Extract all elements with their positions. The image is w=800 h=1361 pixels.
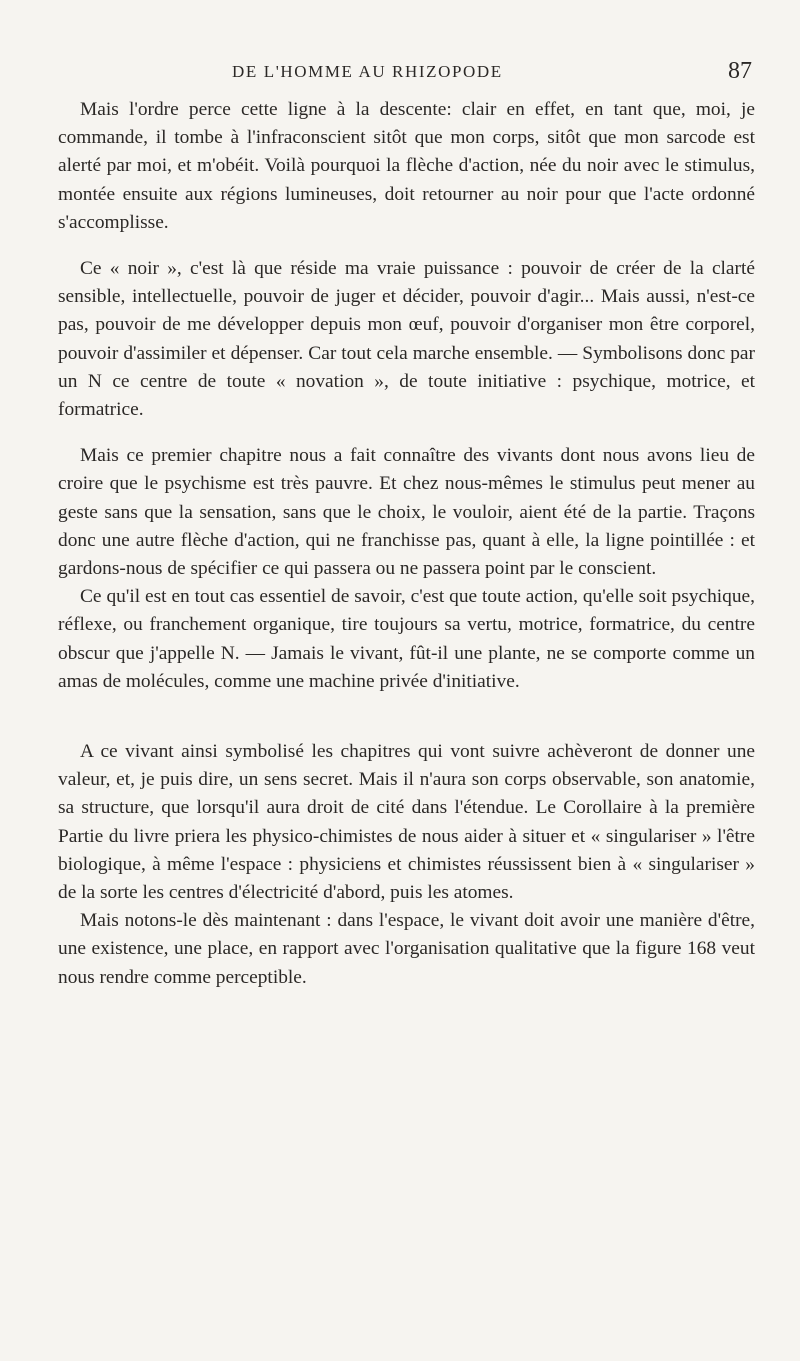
page-header [0, 58, 800, 88]
paragraph: A ce vivant ainsi symbolisé les chapitres qui vont suivre achèveront de donner une valeur, et, je puis dire, un sens secret. Mais il n'aura son corps observable, son anatomie, sa structure, que lorsqu'il aura droit de cité dans l'étendue. Le Corollaire à la première Partie du livre priera les physico-chimistes de nous aider à situer et « singulariser » l'être biologique, à même l'espace : physiciens et chimistes réussissent bien à « singulariser » de la sorte les centres d'électricité d'abord, puis les atomes. [58, 741, 755, 904]
body-text [58, 96, 755, 992]
paragraph: Mais ce premier chapitre nous a fait connaître des vivants dont nous avons lieu de croire que le psychisme est très pauvre. Et chez nous-mêmes le stimulus peut mener au geste sans que la sensation, sans que le choix, le vouloir, aient été de la partie. Traçons donc une autre flèche d'action, qui ne franchisse pas, quant à elle, la ligne pointillée : et gardons-nous de spécifier ce qui passera ou ne passera point par le conscient. [58, 445, 755, 580]
paragraph: Mais l'ordre perce cette ligne à la descente: clair en effet, en tant que, moi, je commande, il tombe à l'infraconscient sitôt que mon corps, sitôt que mon sarcode est alerté par moi, et m'obéit. Voilà pourquoi la flèche d'action, née du noir avec le stimulus, montée ensuite aux régions lumineuses, doit retourner au noir pour que l'acte ordonné s'accomplisse. [58, 99, 755, 233]
paragraph: Ce qu'il est en tout cas essentiel de savoir, c'est que toute action, qu'elle soit psychique, réflexe, ou franchement organique, tire toujours sa vertu, motrice, formatrice, du centre obscur que j'appelle N. — Jamais le vivant, fût-il une plante, ne se comporte comme un amas de molécules, comme une machine privée d'initiative. [58, 586, 755, 692]
running-title: DE L'HOMME AU RHIZOPODE [232, 62, 503, 81]
paragraph: Ce « noir », c'est là que réside ma vraie puissance : pouvoir de créer de la clarté sensible, intellectuelle, pouvoir de juger et décider, pouvoir d'agir... Mais aussi, n'est-ce pas, pouvoir de me développer depuis mon œuf, pouvoir d'organiser mon être corporel, pouvoir d'assimiler et dépenser. Car tout cela marche ensemble. — Symbolisons donc par un N ce centre de toute « novation », de toute initiative : psychique, motrice, et formatrice. [58, 258, 755, 421]
paragraph: Mais notons-le dès maintenant : dans l'espace, le vivant doit avoir une manière d'être, une existence, une place, en rapport avec l'organisation qualitative que la figure 168 veut nous rendre comme perceptible. [58, 910, 755, 988]
page-number: 87 [728, 58, 752, 84]
